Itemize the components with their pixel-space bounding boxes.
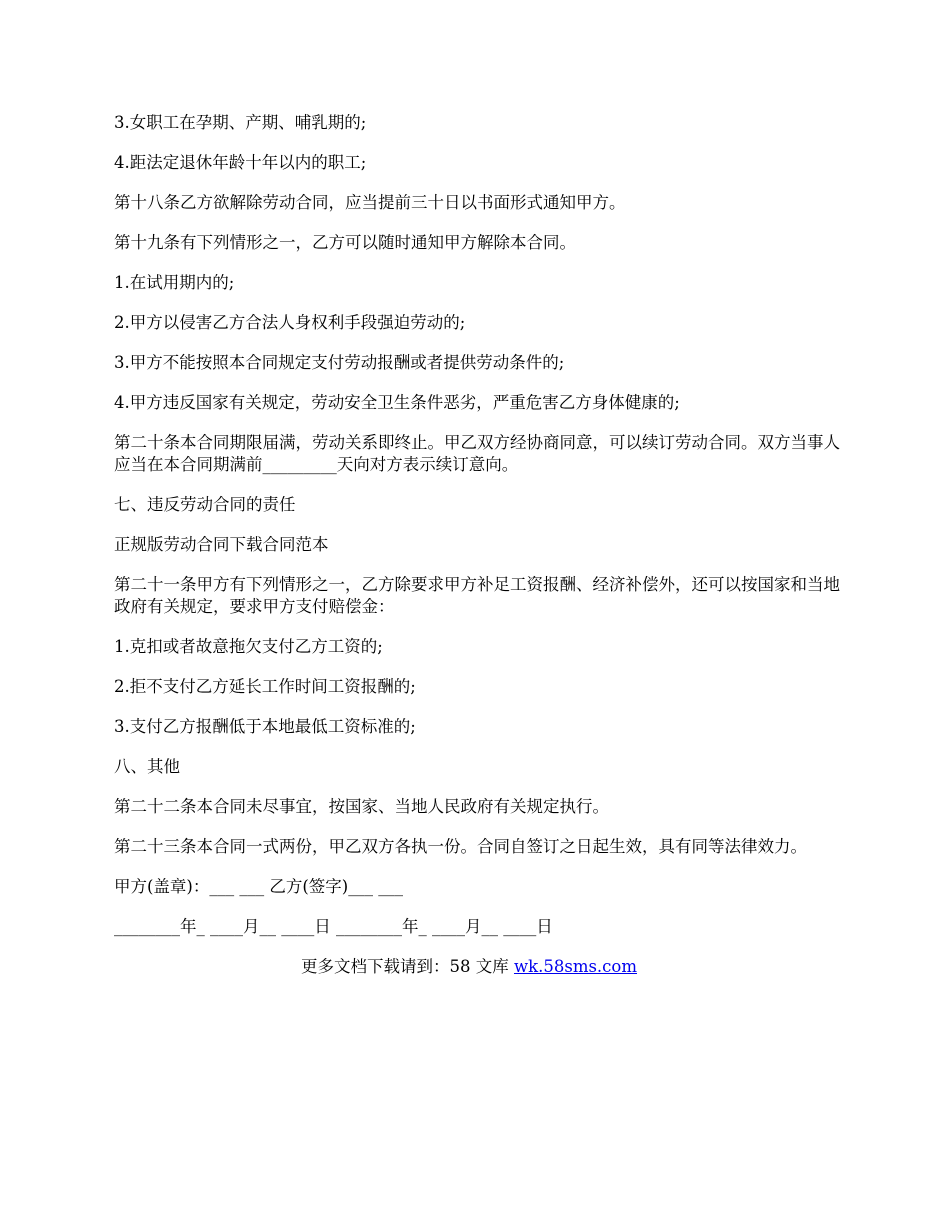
paragraph: 第二十二条本合同未尽事宜，按国家、当地人民政府有关规定执行。: [114, 797, 609, 816]
paragraph: 第二十条本合同期限届满，劳动关系即终止。甲乙双方经协商同意，可以续订劳动合同。双方当事人应当在本合同期满前_________天向对方表示续订意向。: [114, 433, 840, 474]
paragraph: 第十九条有下列情形之一，乙方可以随时通知甲方解除本合同。: [114, 233, 576, 252]
paragraph: 3.支付乙方报酬低于本地最低工资标准的;: [114, 717, 416, 736]
paragraph: 3.甲方不能按照本合同规定支付劳动报酬或者提供劳动条件的;: [114, 353, 565, 372]
paragraph: 第二十三条本合同一式两份，甲乙双方各执一份。合同自签订之日起生效，具有同等法律效力。: [114, 837, 807, 856]
signature-line: 甲方(盖章)：___ ___ 乙方(签字)___ ___: [114, 877, 403, 896]
footer: [114, 956, 844, 978]
footer-text: 更多文档下载请到：58 文库: [300, 957, 514, 976]
section-heading: 七、违反劳动合同的责任: [114, 495, 296, 514]
footer-link[interactable]: wk.58sms.com: [513, 957, 637, 976]
paragraph: 2.拒不支付乙方延长工作时间工资报酬的;: [114, 677, 416, 696]
paragraph: 1.克扣或者故意拖欠支付乙方工资的;: [114, 637, 383, 656]
paragraph: 3.女职工在孕期、产期、哺乳期的;: [114, 113, 367, 132]
paragraph: 正规版劳动合同下载合同范本: [114, 535, 329, 554]
paragraph: 1.在试用期内的;: [114, 273, 235, 292]
date-line: ________年_ ____月__ ____日 ________年_ ____月__ ____日: [114, 917, 553, 936]
paragraph: 第二十一条甲方有下列情形之一，乙方除要求甲方补足工资报酬、经济补偿外，还可以按国家和当地政府有关规定，要求甲方支付赔偿金：: [114, 575, 840, 616]
paragraph: 第十八条乙方欲解除劳动合同，应当提前三十日以书面形式通知甲方。: [114, 193, 626, 212]
paragraph: 2.甲方以侵害乙方合法人身权利手段强迫劳动的;: [114, 313, 466, 332]
section-heading: 八、其他: [114, 757, 180, 776]
paragraph: 4.甲方违反国家有关规定，劳动安全卫生条件恶劣，严重危害乙方身体健康的;: [114, 393, 680, 412]
document-page: [114, 112, 844, 978]
paragraph: 4.距法定退休年龄十年以内的职工;: [114, 153, 367, 172]
